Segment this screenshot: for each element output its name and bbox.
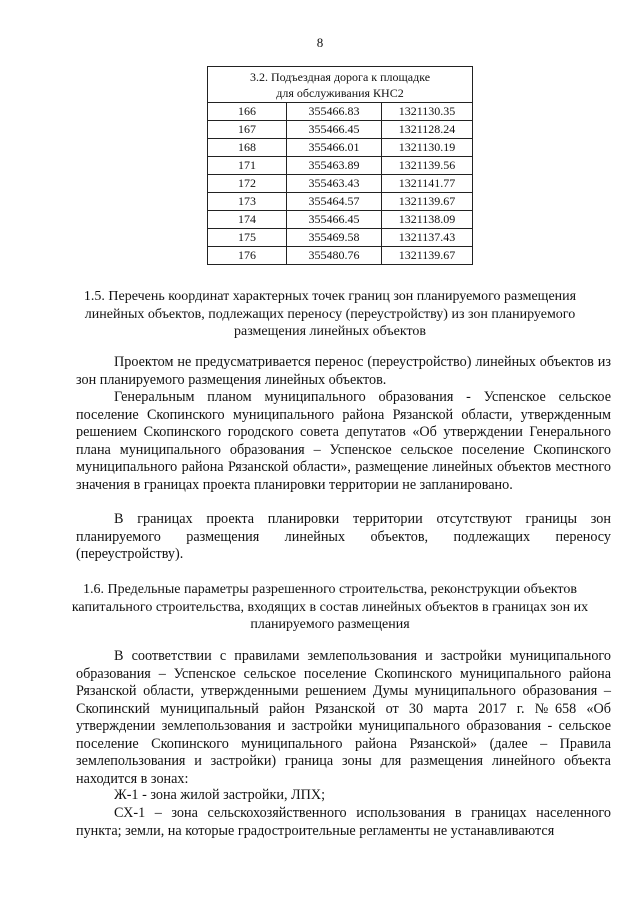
- point-number: 173: [208, 193, 287, 211]
- point-number: 166: [208, 103, 287, 121]
- coord-y: 1321141.77: [382, 175, 473, 193]
- coord-x: 355464.57: [287, 193, 382, 211]
- point-number: 167: [208, 121, 287, 139]
- table-title-line-2: для обслуживания КНС2: [276, 86, 404, 100]
- coord-y: 1321130.19: [382, 139, 473, 157]
- paragraph: СХ-1 – зона сельскохозяйственного использования в границах населенного пункта; земли, на которые градостроительные регламенты не устанавливаются: [76, 805, 611, 839]
- point-number: 176: [208, 247, 287, 265]
- paragraph: В соответствии с правилами землепользования и застройки муниципального образования – Успенское сельское поселение Скопинского муниципального района Рязанской области, утвержденными решением Думы муниципального образования – Скопинский муниципальный район Рязанской от 30 марта 2017 г. №658 «Об утверждении землепользования и застройки муниципального образования - сельское поселение Скопинского муниципального района Рязанской» (далее – Правила землепользования и застройки) граница зоны для размещения линейного объекта находится в зонах:: [76, 648, 611, 787]
- coord-x: 355480.76: [287, 247, 382, 265]
- point-number: 171: [208, 157, 287, 175]
- table-title: [208, 67, 473, 103]
- coord-y: 1321139.67: [382, 247, 473, 265]
- coord-x: 355463.43: [287, 175, 382, 193]
- table-row: [208, 103, 473, 121]
- point-number: 168: [208, 139, 287, 157]
- table-row: [208, 247, 473, 265]
- paragraph: Проектом не предусматривается перенос (переустройство) линейных объектов из зон планируемого размещения линейных объектов.: [76, 354, 611, 388]
- table-row: [208, 157, 473, 175]
- coord-y: 1321139.67: [382, 193, 473, 211]
- table-row: [208, 193, 473, 211]
- coord-y: 1321128.24: [382, 121, 473, 139]
- point-number: 174: [208, 211, 287, 229]
- section-heading-1-6: 1.6. Предельные параметры разрешенного строительства, реконструкции объектов капитального строительства, входящих в состав линейных объектов в границах зон их планируемого размещения: [71, 582, 589, 632]
- coord-y: 1321139.56: [382, 157, 473, 175]
- coord-x: 355466.45: [287, 211, 382, 229]
- point-number: 175: [208, 229, 287, 247]
- table-row: [208, 121, 473, 139]
- table-row: [208, 211, 473, 229]
- coord-x: 355466.83: [287, 103, 382, 121]
- section-heading-1-5: 1.5. Перечень координат характерных точек границ зон планируемого размещения линейных объектов, подлежащих переносу (переустройству) из зон планируемого размещения линейных объектов: [83, 289, 577, 339]
- point-number: 172: [208, 175, 287, 193]
- coord-y: 1321137.43: [382, 229, 473, 247]
- table-title-line-1: 3.2. Подъездная дорога к площадке: [249, 70, 431, 84]
- coord-x: 355466.01: [287, 139, 382, 157]
- table-header-row: [208, 67, 473, 103]
- coord-y: 1321130.35: [382, 103, 473, 121]
- table-row: [208, 229, 473, 247]
- page-number: 8: [316, 35, 324, 50]
- coord-y: 1321138.09: [382, 211, 473, 229]
- coord-x: 355469.58: [287, 229, 382, 247]
- table-row: [208, 139, 473, 157]
- paragraph: В границах проекта планировки территории отсутствуют границы зон планируемого размещения линейных объектов, подлежащих переносу (переустройству).: [76, 511, 611, 562]
- coord-x: 355466.45: [287, 121, 382, 139]
- coord-x: 355463.89: [287, 157, 382, 175]
- paragraph: Ж-1 - зона жилой застройки, ЛПХ;: [114, 787, 326, 803]
- table-row: [208, 175, 473, 193]
- paragraph: Генеральным планом муниципального образования - Успенское сельское поселение Скопинского муниципального района Рязанской области, утвержденным решением Скопинского городского совета депутатов «Об утверждении Генерального плана муниципального образования – Успенское сельское поселение Скопинского муниципального района Рязанской области», размещение линейных объектов местного значения в границах проекта планировки территории не запланировано.: [76, 389, 611, 493]
- coordinates-table: [207, 66, 473, 265]
